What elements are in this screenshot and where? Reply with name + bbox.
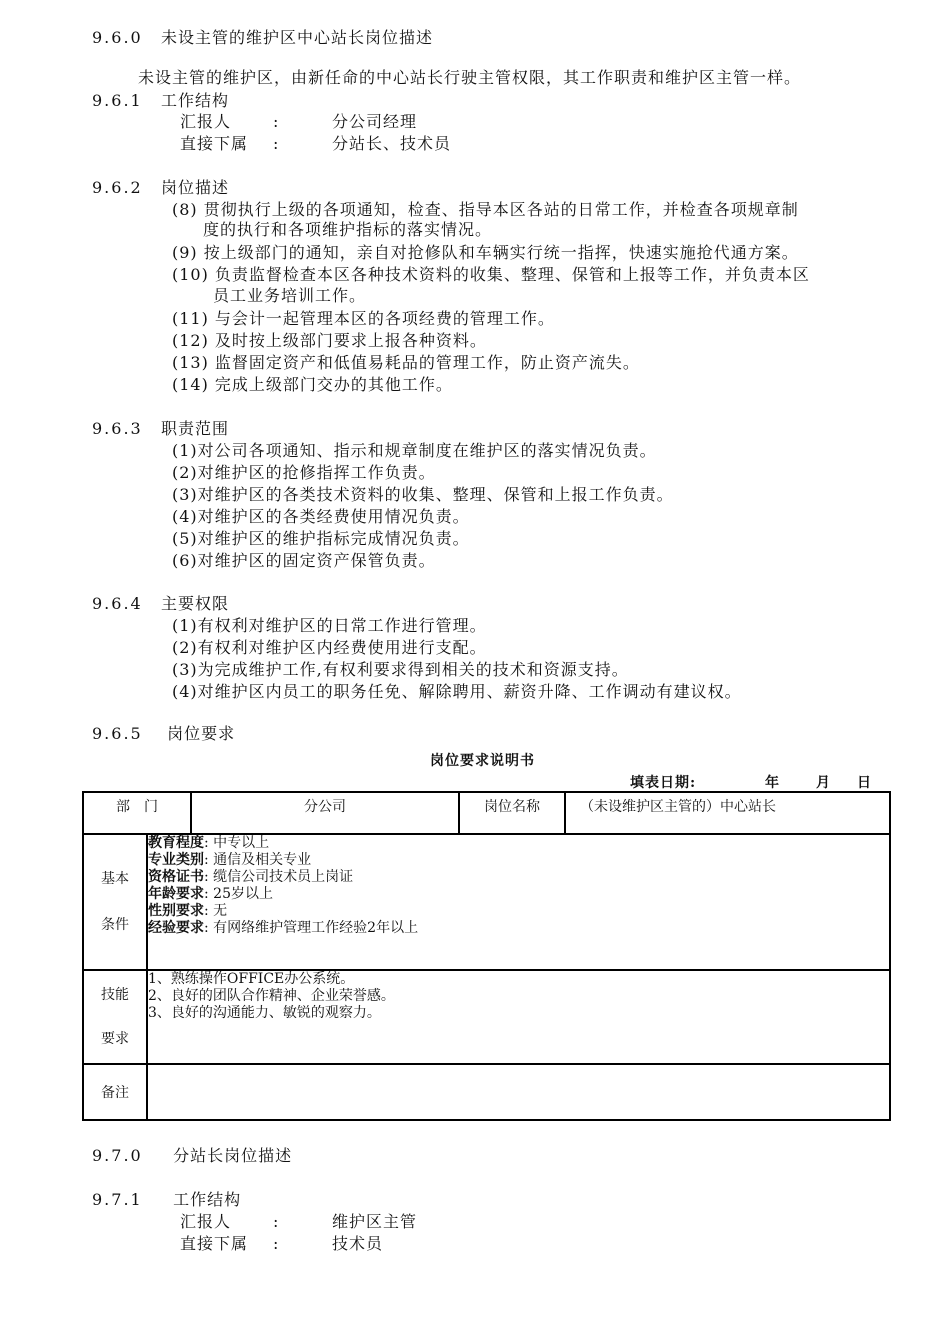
subordinate-colon: :	[273, 1234, 280, 1253]
basic-conditions-content	[147, 834, 890, 970]
section-number: 9.6.3	[92, 419, 143, 438]
section-9-7-1-heading	[92, 1190, 241, 1210]
responsibility-item: (4)对维护区的各类经费使用情况负责。	[172, 507, 470, 526]
section-number: 9.6.4	[92, 594, 143, 613]
section-title: 工作结构	[173, 1190, 242, 1209]
section-number: 9.6.1	[92, 91, 143, 110]
responsibility-item: (1)对公司各项通知、指示和规章制度在维护区的落实情况负责。	[172, 441, 657, 460]
section-9-6-2-heading	[92, 178, 229, 198]
job-requirement-table	[82, 791, 891, 1121]
section-9-6-4-heading	[92, 594, 229, 614]
date-day: 日	[857, 775, 872, 791]
table-header-row	[83, 792, 890, 834]
label-line: 条件	[101, 917, 129, 933]
basic-item: 经验要求: 有网络维护管理工作经验2年以上	[148, 920, 419, 936]
remarks-label: 备注	[83, 1064, 147, 1120]
section-title: 职责范围	[160, 419, 229, 438]
skill-requirements-row	[83, 970, 890, 1064]
form-title: 岗位要求说明书	[430, 753, 535, 769]
duty-item: (9) 按上级部门的通知，亲自对抢修队和车辆实行统一指挥，快速实施抢代通方案。	[172, 243, 799, 262]
label-line: 技能	[101, 987, 129, 1003]
dept-value: 分公司	[191, 792, 459, 834]
skill-item: 3、良好的沟通能力、敏锐的观察力。	[148, 1005, 381, 1021]
section-number: 9.6.2	[92, 178, 143, 197]
section-title: 分站长岗位描述	[173, 1146, 293, 1165]
label-line: 基本	[101, 871, 129, 887]
report-to-label: 汇报人	[180, 112, 232, 131]
report-to-value: 分公司经理	[332, 112, 418, 131]
report-to-value: 维护区主管	[332, 1212, 418, 1231]
basic-item: 资格证书: 缆信公司技术员上岗证	[148, 869, 354, 885]
responsibility-item: (6)对维护区的固定资产保管负责。	[172, 551, 436, 570]
basic-item: 性别要求: 无	[148, 903, 228, 919]
basic-item: 教育程度: 中专以上	[148, 835, 270, 851]
remarks-content	[147, 1064, 890, 1120]
skill-requirements-label	[83, 970, 147, 1064]
responsibility-item: (3)对维护区的各类技术资料的收集、整理、保管和上报工作负责。	[172, 485, 674, 504]
subordinate-label: 直接下属	[180, 1234, 249, 1253]
section-title: 主要权限	[160, 594, 229, 613]
authority-item: (3)为完成维护工作,有权利要求得到相关的技术和资源支持。	[172, 660, 629, 679]
basic-item: 年龄要求: 25岁以上	[148, 886, 273, 902]
intro-paragraph: 未设主管的维护区，由新任命的中心站长行驶主管权限，其工作职责和维护区主管一样。	[138, 68, 802, 87]
report-to-label: 汇报人	[180, 1212, 232, 1231]
date-month: 月	[816, 775, 831, 791]
section-title: 未设主管的维护区中心站长岗位描述	[160, 28, 433, 47]
section-number: 9.6.0	[92, 28, 143, 47]
section-number: 9.7.0	[92, 1146, 143, 1165]
section-title: 岗位要求	[167, 724, 236, 743]
dept-label: 部 门	[83, 792, 191, 834]
skill-requirements-content	[147, 970, 890, 1064]
section-number: 9.7.1	[92, 1190, 143, 1209]
duty-item: (8) 贯彻执行上级的各项通知，检查、指导本区各站的日常工作，并检查各项规章制	[172, 200, 799, 219]
section-title: 岗位描述	[160, 178, 229, 197]
responsibility-item: (5)对维护区的维护指标完成情况负责。	[172, 529, 470, 548]
date-year: 年	[765, 775, 780, 791]
subordinate-colon: :	[273, 134, 280, 153]
post-label: 岗位名称	[459, 792, 565, 834]
remarks-row	[83, 1064, 890, 1120]
section-9-6-1-heading	[92, 91, 229, 111]
authority-item: (1)有权利对维护区的日常工作进行管理。	[172, 616, 487, 635]
section-9-6-0-heading	[92, 28, 433, 48]
report-to-colon: :	[273, 112, 280, 131]
report-to-colon: :	[273, 1212, 280, 1231]
duty-item-cont: 度的执行和各项维护指标的落实情况。	[203, 220, 493, 239]
duty-item: (10) 负责监督检查本区各种技术资料的收集、整理、保管和上报等工作，并负责本区	[172, 265, 810, 284]
section-title: 工作结构	[160, 91, 229, 110]
section-9-6-3-heading	[92, 419, 229, 439]
subordinate-value: 技术员	[332, 1234, 384, 1253]
basic-conditions-label	[83, 834, 147, 970]
duty-item-cont: 员工业务培训工作。	[213, 286, 367, 305]
duty-item: (12) 及时按上级部门要求上报各种资料。	[172, 331, 487, 350]
responsibility-item: (2)对维护区的抢修指挥工作负责。	[172, 463, 436, 482]
basic-conditions-row	[83, 834, 890, 970]
subordinate-value: 分站长、技术员	[332, 134, 452, 153]
duty-item: (11) 与会计一起管理本区的各项经费的管理工作。	[172, 309, 555, 328]
label-line: 要求	[101, 1031, 129, 1047]
duty-item: (14) 完成上级部门交办的其他工作。	[172, 375, 453, 394]
authority-item: (4)对维护区内员工的职务任免、解除聘用、薪资升降、工作调动有建议权。	[172, 682, 742, 701]
duty-item: (13) 监督固定资产和低值易耗品的管理工作，防止资产流失。	[172, 353, 640, 372]
section-number: 9.6.5	[92, 724, 143, 743]
post-value: （未设维护区主管的）中心站长	[565, 792, 890, 834]
basic-item: 专业类别: 通信及相关专业	[148, 852, 312, 868]
authority-item: (2)有权利对维护区内经费使用进行支配。	[172, 638, 487, 657]
subordinate-label: 直接下属	[180, 134, 249, 153]
fill-date-label: 填表日期:	[630, 775, 697, 791]
section-9-7-0-heading	[92, 1146, 292, 1166]
skill-item: 2、良好的团队合作精神、企业荣誉感。	[148, 988, 395, 1004]
section-9-6-5-heading	[92, 724, 235, 744]
skill-item: 1、熟练操作OFFICE办公系统。	[148, 971, 355, 987]
